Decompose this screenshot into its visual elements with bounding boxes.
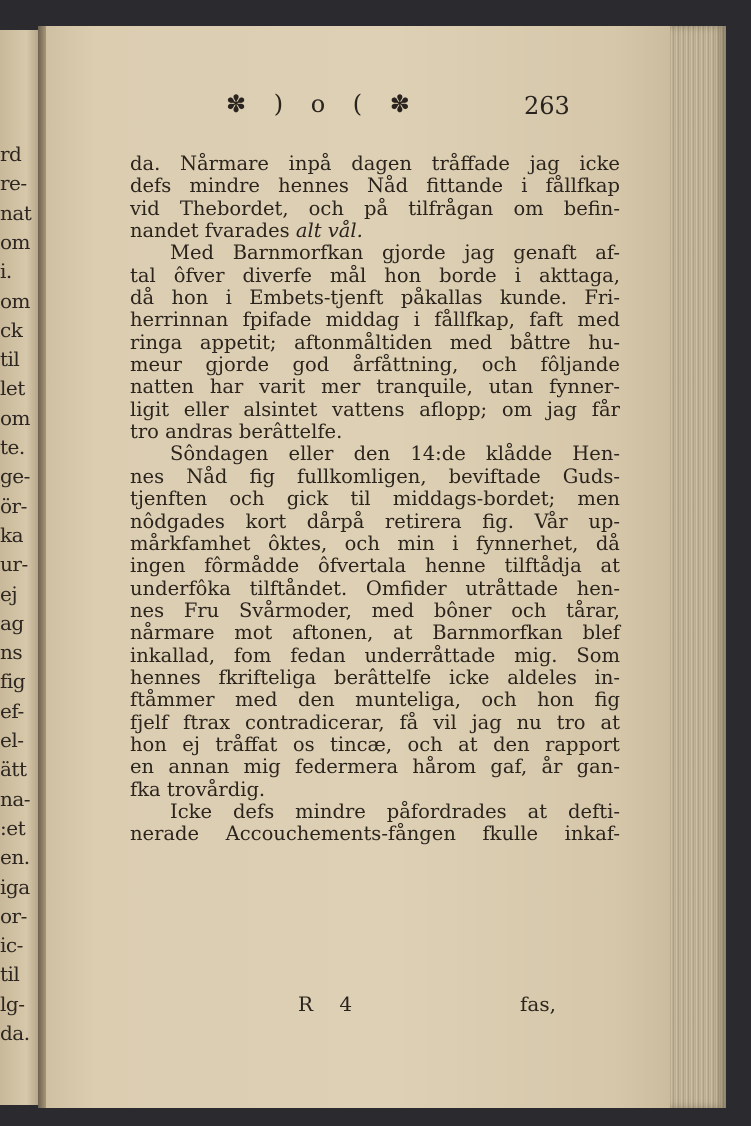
margin-fragment: om <box>0 229 31 254</box>
margin-fragment: ns <box>0 640 23 665</box>
margin-fragment: na- <box>0 786 31 811</box>
text-line: hon ej tråffat os tincæ, och at den rapport <box>130 732 620 756</box>
text-line: ligit eller alsintet vattens aflopp; om jag får <box>130 397 620 421</box>
text-line: defs mindre hennes Nåd fittande i fållfkap <box>130 174 620 198</box>
body-text <box>130 153 620 846</box>
text-line: nôdgades kort dårpå retirera fig. Vår up- <box>130 509 620 533</box>
margin-fragment: ätt <box>0 757 27 782</box>
page-header <box>46 90 676 130</box>
margin-fragment: ge- <box>0 464 30 489</box>
text-line: ringa appetit; aftonmåltiden med båttre hu- <box>130 330 620 354</box>
margin-fragment: iga <box>0 874 30 899</box>
book-page <box>46 26 676 1108</box>
text-line: nes Fru Svårmoder, med bôner och tårar, <box>130 598 620 622</box>
margin-fragment: rd <box>0 142 22 166</box>
margin-fragment: fig <box>0 669 26 694</box>
text-line: nårmare mot aftonen, at Barnmorfkan blef <box>130 621 620 645</box>
text-line: tal ôfver diverfe mål hon borde i akttaga, <box>130 263 620 287</box>
margin-fragment: let <box>0 376 25 401</box>
text-line: fjelf ftrax contradicerar, få vil jag nu tro at <box>130 710 620 734</box>
text-line: fka trovårdig. <box>130 777 266 801</box>
header-ornament: ✽ ) o ( ✽ <box>226 90 420 118</box>
text-line: underfôka tilftåndet. Omfider utråttade hen- <box>130 576 620 600</box>
text-line: Icke defs mindre påfordrades at defti- <box>170 799 620 823</box>
text-line: tro andras berâttelfe. <box>130 420 343 444</box>
text-line: nes Nåd fig fullkomligen, beviftade Guds- <box>130 464 620 488</box>
text-line: meur gjorde god årfåttning, och fôljande <box>130 353 620 377</box>
page-block-edges <box>670 26 726 1108</box>
margin-fragment: til <box>0 347 20 372</box>
margin-fragment: te. <box>0 435 25 459</box>
signature-mark: R 4 <box>298 992 363 1016</box>
margin-fragment: om <box>0 405 31 430</box>
margin-fragment: om <box>0 288 31 313</box>
text-line: då hon i Embets-tjenft påkallas kunde. Fri- <box>130 286 620 310</box>
text-line: vid Thebordet, och på tilfrågan om befin- <box>130 196 620 220</box>
page-number: 263 <box>524 92 570 120</box>
text-line: herrinnan fpifade middag i fållfkap, faft med <box>130 308 620 332</box>
text-line: en annan mig federmera hårom gaf, år gan- <box>130 755 620 779</box>
margin-fragment: or- <box>0 903 27 928</box>
text-line: nerade Accouchements-fången fkulle inkaf- <box>130 822 620 846</box>
text-line: nandet fvarades alt vål. <box>130 219 363 243</box>
text-line: hennes fkrifteliga berâttelfe icke aldeles in- <box>130 665 620 689</box>
margin-fragment: ic- <box>0 933 23 958</box>
text-line: Sôndagen eller den 14:de klådde Hen- <box>170 442 620 466</box>
italic-phrase: alt vål. <box>295 219 363 243</box>
margin-fragment: en. <box>0 845 30 870</box>
margin-fragment: da. <box>0 1021 30 1045</box>
margin-fragment: lg- <box>0 991 25 1016</box>
text-line: ingen fôrmådde ôfvertala henne tilftådja at <box>130 554 620 578</box>
text-line: tjenften och gick til middags-bordet; men <box>130 487 620 511</box>
text-line: Med Barnmorfkan gjorde jag genaft af- <box>170 241 620 265</box>
margin-fragment: ef- <box>0 698 24 723</box>
text-line: da. Nårmare inpå dagen tråffade jag icke <box>130 152 620 175</box>
margin-fragment: ag <box>0 610 24 635</box>
catchword: fas, <box>520 992 556 1016</box>
margin-fragment: ka <box>0 522 24 547</box>
margin-fragment: ej <box>0 581 18 606</box>
margin-fragment: nat <box>0 200 32 225</box>
margin-fragment: re- <box>0 171 27 196</box>
text-line: inkallad, fom fedan underråttade mig. Som <box>130 643 620 667</box>
margin-fragment: i. <box>0 259 12 284</box>
margin-fragment: el- <box>0 728 24 752</box>
page-footer <box>46 992 676 1022</box>
margin-fragment: ör- <box>0 493 27 518</box>
text-line: mårkfamhet ôktes, och min i fynnerhet, då <box>130 531 620 555</box>
text-line: ftåmmer med den munteliga, och hon fig <box>130 688 620 712</box>
margin-fragment: til <box>0 962 20 987</box>
margin-fragment: ck <box>0 317 23 342</box>
text-line: natten har varit mer tranquile, utan fynner- <box>130 375 620 399</box>
margin-fragment: ur- <box>0 552 28 577</box>
margin-fragment: :et <box>0 815 26 840</box>
